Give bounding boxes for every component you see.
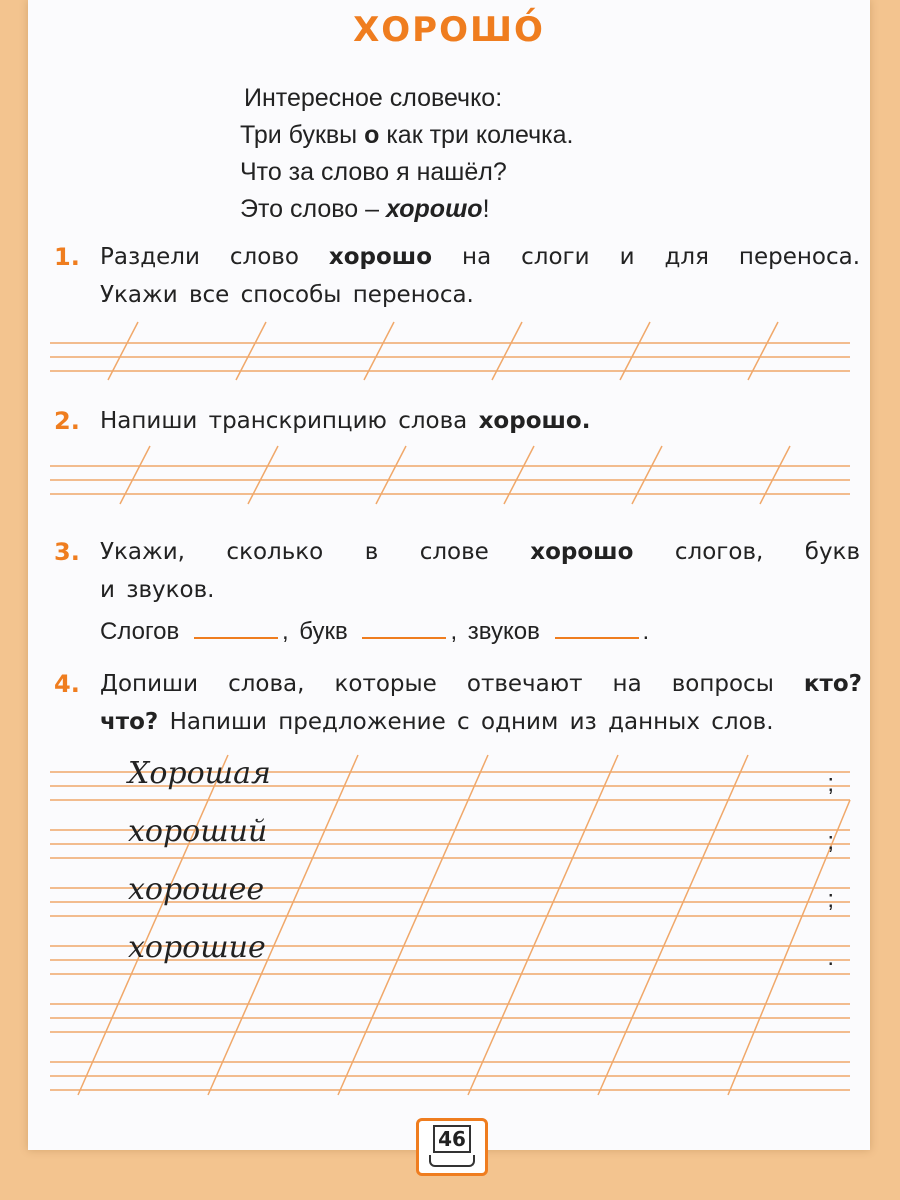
task-text-2: что? Напиши предложение с одним из данных слов. [100,709,774,735]
task-number: 2. [54,407,80,435]
poem-line-1: Интересное словечко: [244,84,503,112]
page-number: 46 [433,1125,471,1153]
sounds-label: , звуков [450,618,540,645]
page-number-badge [416,1118,488,1176]
task-text: Допиши слова, которые отвечают на вопросы кто? [100,671,862,697]
task-number: 1. [54,243,80,271]
letters-label: , букв [281,618,348,645]
task-number: 3. [54,538,80,566]
poem-line-4: Это слово – хорошо! [240,195,490,223]
answer-row: Слогов , букв , звуков . [100,618,650,645]
page-title: ХОРОШО́ [353,10,545,50]
task-text-2: Укажи все способы переноса. [100,282,474,308]
cursive-word-3: хорошее [128,872,265,907]
syllables-label: Слогов [100,618,180,645]
task-text-2: и звуков. [100,577,215,603]
task-text: Напиши транскрипцию слова хорошо. [100,408,591,434]
book-icon [429,1155,475,1167]
task-text: Укажи, сколько в слове хорошо слогов, букв [100,539,860,565]
task-number: 4. [54,670,80,698]
workbook-page [28,0,870,1150]
word-1-punct: ; [827,770,834,797]
writing-lines[interactable] [28,0,870,1150]
word-3-punct: ; [827,886,834,913]
cursive-word-1: Хорошая [128,756,271,791]
word-4-punct: . [827,944,834,971]
poem-line-3: Что за слово я нашёл? [240,158,507,186]
task-text: Раздели слово хорошо на слоги и для переноса. [100,244,861,270]
cursive-word-4: хорошие [128,930,266,965]
cursive-word-2: хороший [128,814,268,849]
word-2-punct: ; [827,828,834,855]
poem-line-2: Три буквы о как три колечка. [240,121,574,149]
